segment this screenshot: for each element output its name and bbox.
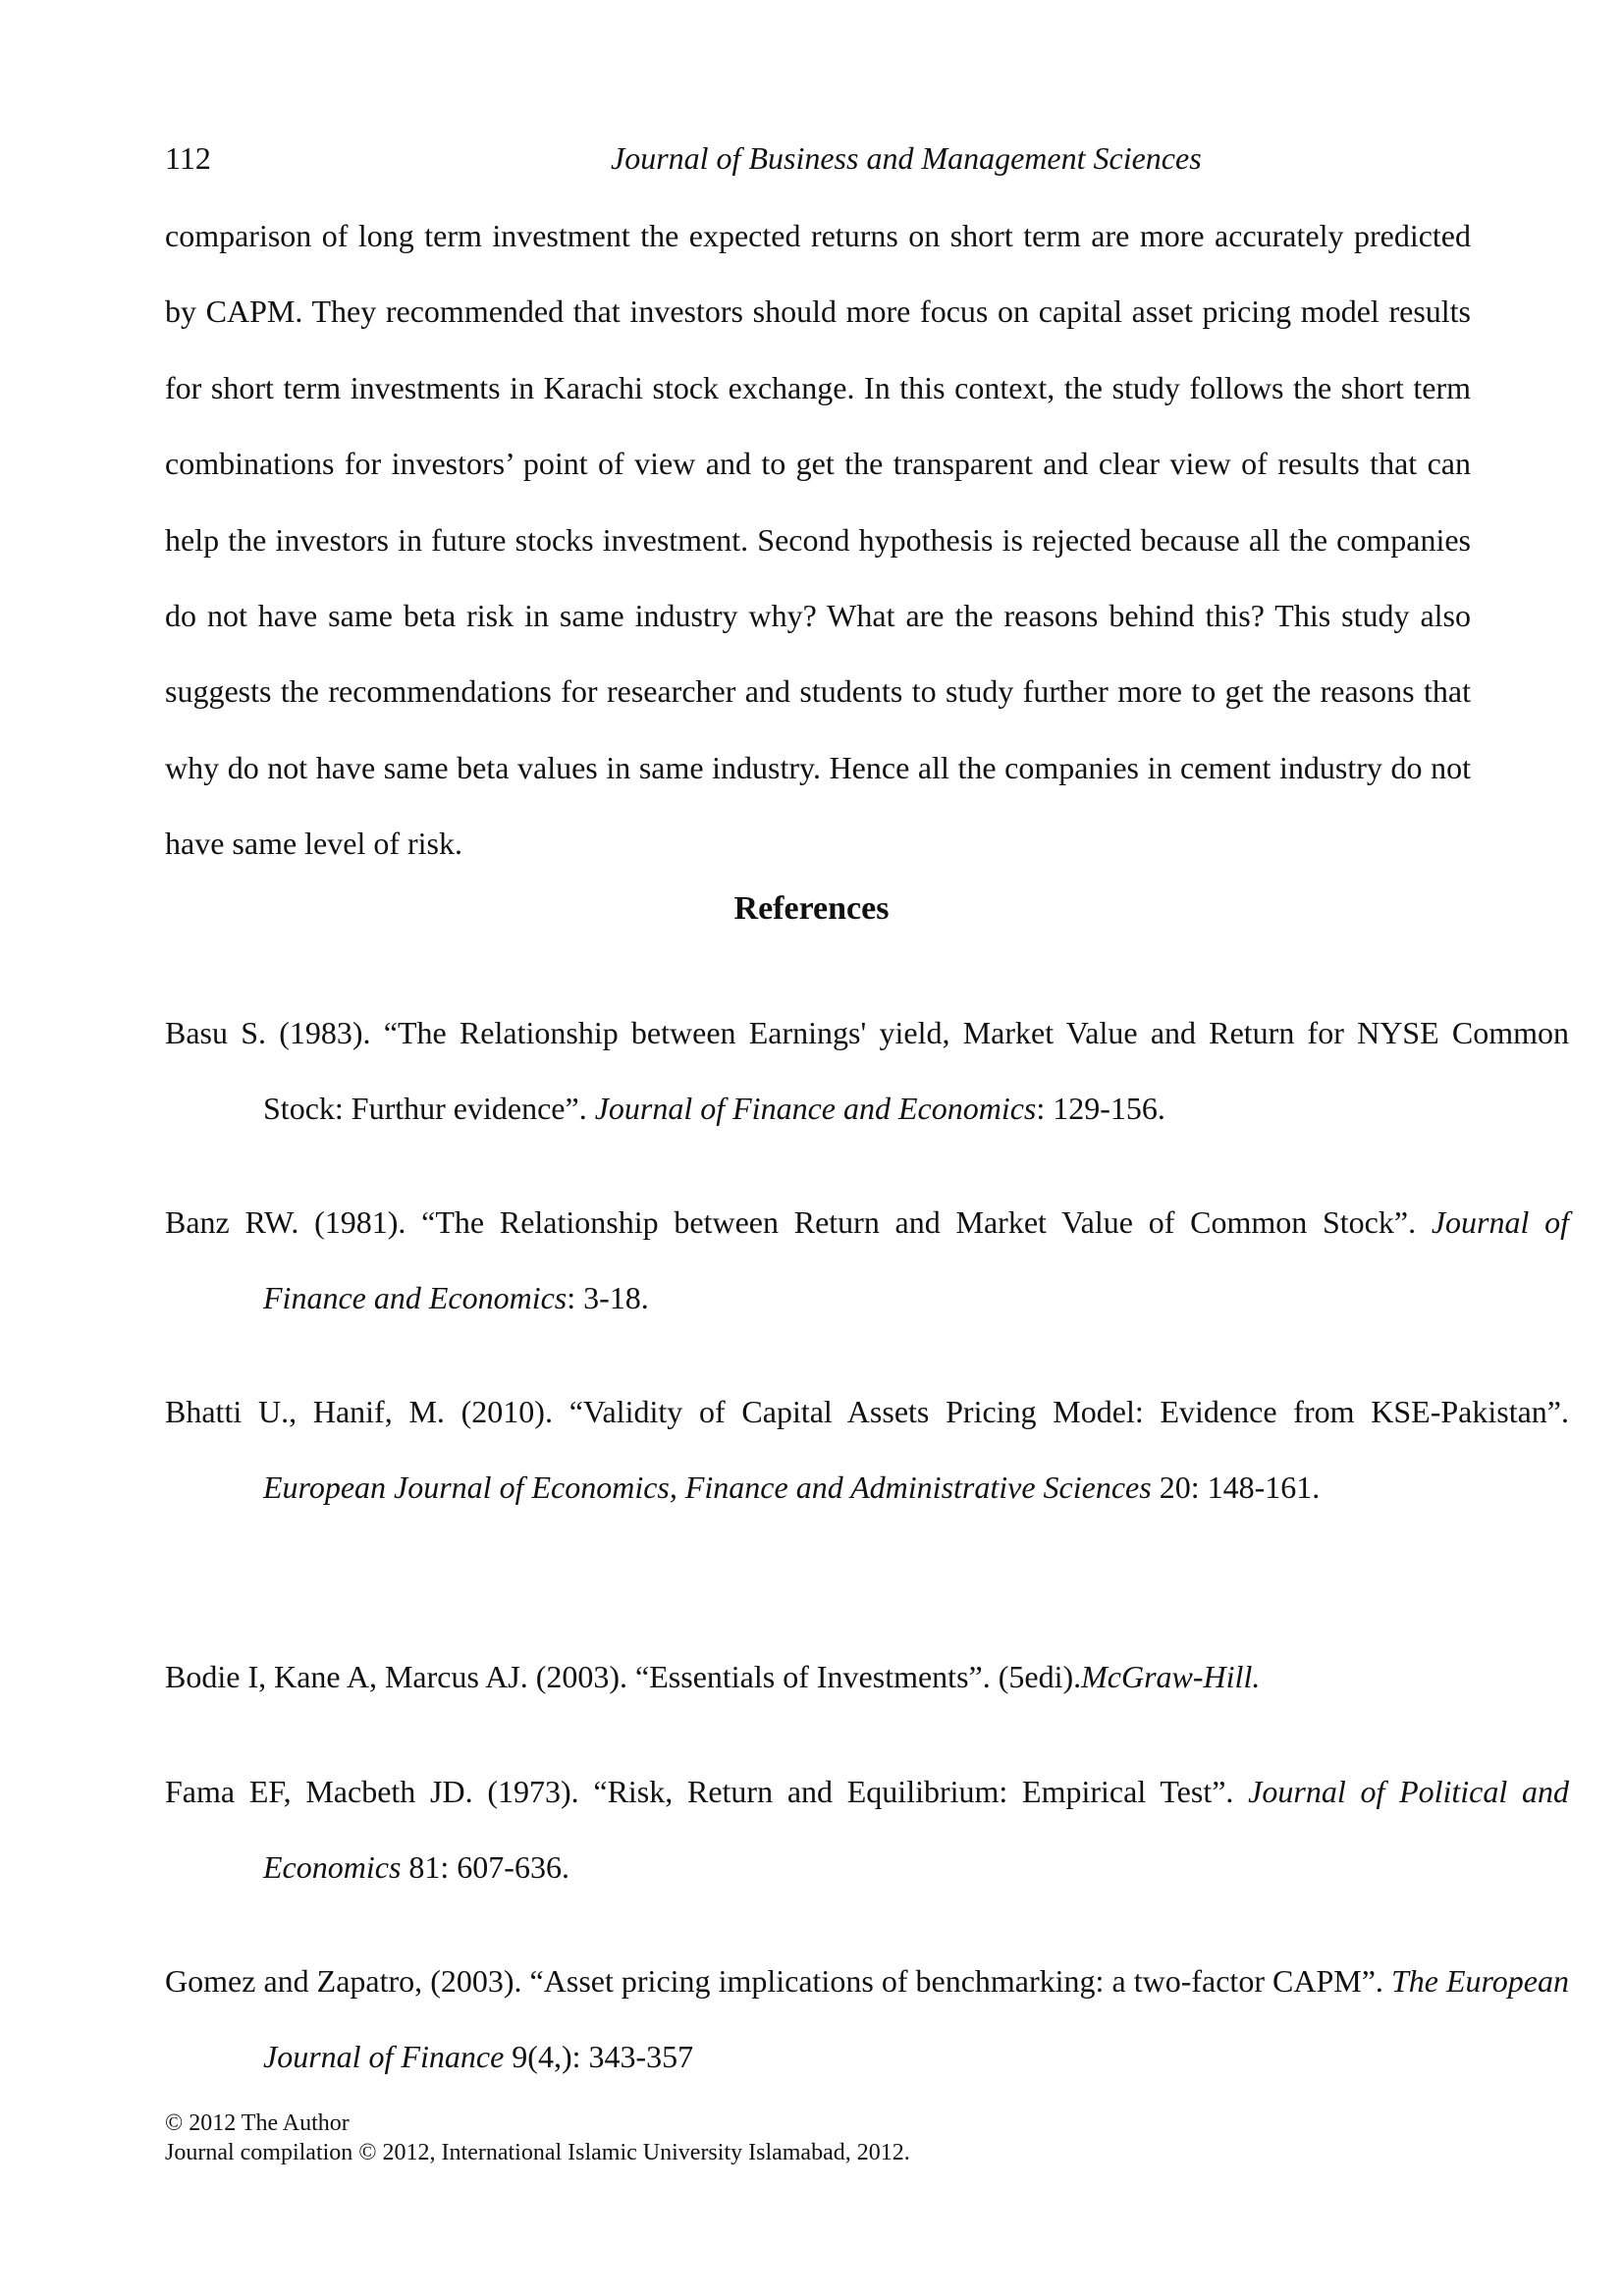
running-head [165, 133, 1471, 183]
references-heading: References [733, 890, 890, 927]
page-number: 112 [165, 140, 211, 176]
reference-text: Fama EF, Macbeth JD. (1973). “Risk, Return and Equilibrium: Empirical Test”. [165, 1774, 1249, 1809]
compilation-line: Journal compilation © 2012, International Islamic University Islamabad, 2012. [165, 2140, 910, 2165]
body-text [165, 198, 1471, 882]
body-paragraph: comparison of long term investment the expected returns on short term are more accurately predicted by CAPM. They recommended that investors should more focus on capital asset pricing model results for short term investments in Karachi stock exchange. In this context, the study follows the short term combinations for investors’ point of view and to get the transparent and clear view of results that can help the investors in future stocks investment. Second hypothesis is rejected because all the companies do not have same beta risk in same industry why? What are the reasons behind this? This study also suggests the recommendations for researcher and students to study further more to get the reasons that why do not have same beta values in same industry. Hence all the companies in cement industry do not have same level of risk. [165, 218, 1471, 862]
reference-journal: European Journal of Economics, Finance and Administrative Sciences [263, 1469, 1152, 1505]
reference-item-bodie [165, 1639, 1569, 1715]
reference-journal: Journal of Finance and Economics [594, 1091, 1037, 1126]
reference-journal: Journal of Political and Economics [263, 1774, 1570, 1885]
reference-details: 81: 607-636. [401, 1849, 569, 1885]
reference-details: : 3-18. [567, 1280, 649, 1315]
footer [165, 2109, 1441, 2167]
reference-details: 20: 148-161. [1151, 1469, 1321, 1505]
reference-text: Banz RW. (1981). “The Relationship between Return and Market Value of Common Stock”. [165, 1204, 1432, 1240]
copyright-line: © 2012 The Author [165, 2110, 350, 2136]
reference-text: Bodie I, Kane A, Marcus AJ. (2003). “Essentials of Investments”. (5edi). [165, 1659, 1082, 1694]
reference-details: : 129-156. [1036, 1091, 1165, 1126]
reference-text: Gomez and Zapatro, (2003). “Asset pricing implications of benchmarking: a two-factor CAPM”. [165, 1963, 1391, 1999]
reference-journal: The European Journal of Finance [263, 1963, 1570, 2074]
reference-item-banz [165, 1185, 1569, 1336]
reference-text: Basu S. (1983). “The Relationship between Earnings' yield, Market Value and Return for NYSE Common Stock: Furthur evidence”. [165, 1015, 1569, 1126]
journal-title: Journal of Business and Management Sciences [611, 140, 1202, 176]
reference-details: 9(4,): 343-357 [504, 2039, 694, 2074]
reference-item-gomez [165, 1944, 1569, 2095]
reference-item-fama [165, 1754, 1569, 1905]
reference-journal: Journal of Finance and Economics [263, 1204, 1570, 1315]
reference-item-bhatti [165, 1374, 1569, 1525]
reference-item-basu [165, 995, 1569, 1147]
reference-journal: McGraw-Hill. [1081, 1659, 1261, 1694]
reference-text: Bhatti U., Hanif, M. (2010). “Validity of Capital Assets Pricing Model: Evidence from KSE-Pakistan”. [165, 1394, 1569, 1429]
